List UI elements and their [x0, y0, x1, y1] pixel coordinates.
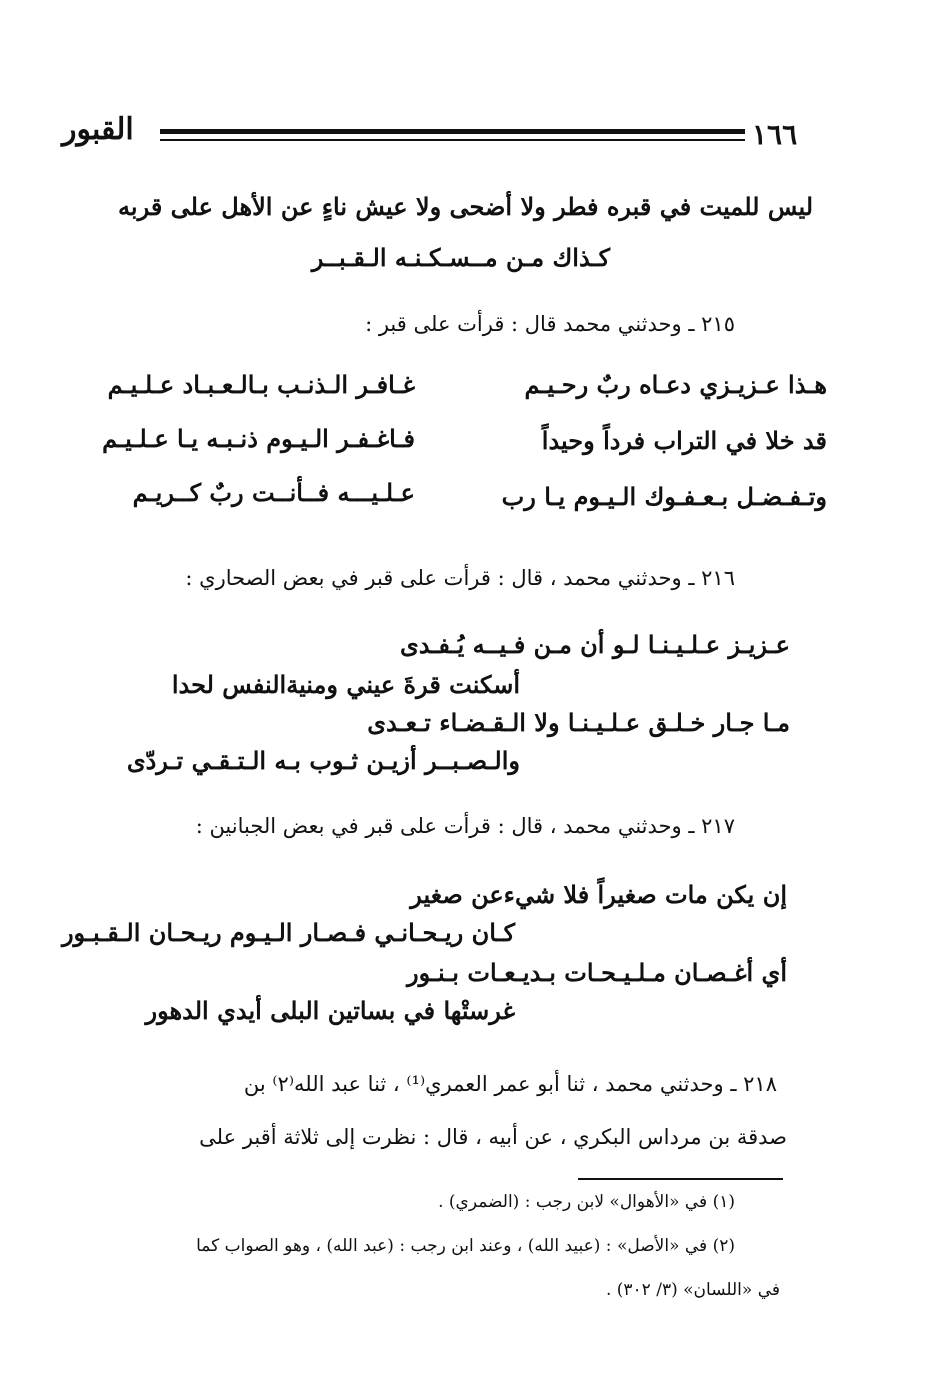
- entry-217-line-3: أي أغـصـان مـلـيـحـات بـديـعـات بـنـور: [407, 958, 787, 987]
- footnote-2-line-1: (٢) في «الأصل» : (عبيد الله) ، وعند ابن رجب : (عبد الله) ، وهو الصواب كما: [196, 1236, 735, 1256]
- entry-218-line-1: ٢١٨ ـ وحدثني محمد ، ثنا أبو عمر العمري⁽¹⁾ ، ثنا عبد الله⁽٢⁾ بن: [243, 1072, 777, 1096]
- entry-217-line-2: كـان ريـحـانـي فـصـار الـيـوم ريـحـان الـقـبـور: [61, 918, 515, 947]
- entry-217-line-1: إن يكن مات صغيراً فلا شيءعن صغير: [410, 880, 787, 909]
- entry-216-line-4: والـصـبــر أزيـن ثـوب بـه الـتـقـي تـردّى: [126, 746, 520, 775]
- footnote-1: (١) في «الأهوال» لابن رجب : (الضمري) .: [438, 1192, 735, 1212]
- entry-215-intro: ٢١٥ ـ وحدثني محمد قال : قرأت على قبر :: [365, 312, 735, 336]
- entry-218-line-2: صدقة بن مرداس البكري ، عن أبيه ، قال : نظرت إلى ثلاثة أقبر على: [199, 1125, 787, 1149]
- entry-215-verse-1-left: غـافـر الـذنـب بـالـعـبـاد عـلـيـم: [107, 370, 415, 399]
- entry-215-verse-1-right: هـذا عـزيـزي دعـاه ربٌ رحـيـم: [524, 370, 827, 399]
- opening-verse-line-1: ليس للميت في قبره فطر ولا أضحى ولا عيش ناءٍ عن الأهل على قربه: [118, 192, 813, 221]
- header-rule-thin: [160, 139, 745, 141]
- entry-217-intro: ٢١٧ ـ وحدثني محمد ، قال : قرأت على قبر في بعض الجبانين :: [195, 814, 735, 838]
- entry-216-line-3: مـا جـار خـلـق عـلـيـنـا ولا الـقـضـاء تـعـدى: [367, 708, 790, 737]
- footnote-separator: [578, 1178, 783, 1180]
- entry-215-verse-3-left: عـلـيـــه فــأنــت ربٌ كــريـم: [132, 478, 415, 507]
- entry-215-verse-3-right: وتـفـضـل بـعـفـوك الـيـوم يـا رب: [501, 482, 827, 511]
- entry-215-verse-2-left: فـاغـفـر الـيـوم ذنـبـه يـا عـلـيـم: [102, 424, 415, 453]
- entry-216-line-1: عـزيـز عـلـيـنـا لـو أن مـن فـيــه يُـفـدى: [400, 630, 790, 659]
- page-number: ١٦٦: [752, 118, 798, 151]
- entry-216-intro: ٢١٦ ـ وحدثني محمد ، قال : قرأت على قبر في بعض الصحاري :: [185, 566, 735, 590]
- entry-216-line-2: أسكنت قرةَ عيني ومنيةالنفس لحدا: [171, 670, 520, 699]
- header-rule-thick: [160, 129, 745, 134]
- opening-verse-line-2: كـذاك مـن مــسـكـنـه الـقـبــر: [311, 243, 610, 272]
- entry-215-verse-2-right: قد خلا في التراب فرداً وحيداً: [541, 426, 827, 455]
- entry-217-line-4: غرستْها في بساتين البلى أيدي الدهور: [145, 996, 515, 1025]
- running-title: القبور: [62, 112, 134, 147]
- footnote-2-line-2: في «اللسان» (٣/ ٣٠٢) .: [605, 1280, 780, 1300]
